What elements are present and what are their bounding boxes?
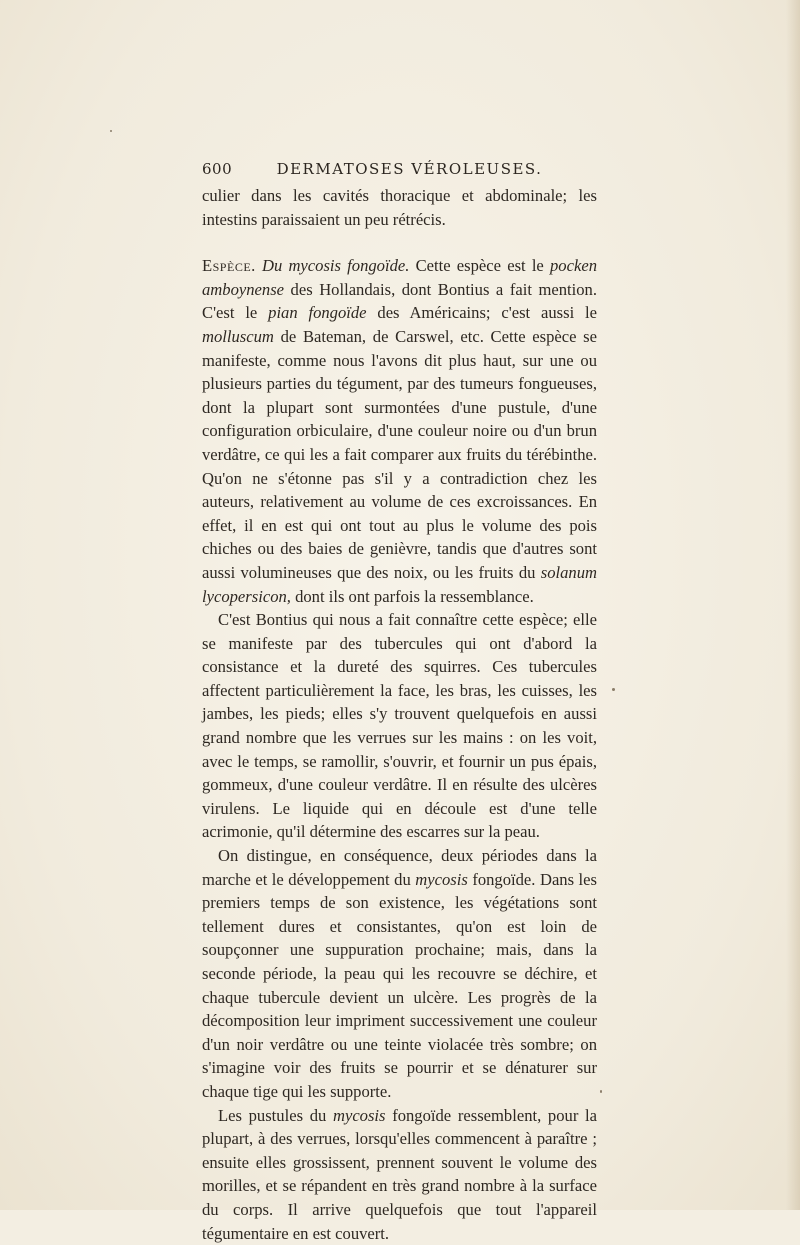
text-span: Cette espèce est le xyxy=(409,256,550,276)
page-header xyxy=(202,160,597,182)
paragraph-pustules xyxy=(202,1104,597,1245)
section-title: Du mycosis fongoïde. xyxy=(261,256,410,276)
text-span: fongoïde. Dans les premiers temps de son existence, les végétations sont tellement dures et consistantes, qu'on est loin de soupçonner une suppuration prochaine; mais, dans la seconde période, la peau qui les recouvre se déchire, et chaque tubercule devient un ulcère. Les progrès de la décomposition leur impriment successivement une couleur d'un noir verdâtre ou une teinte violacée très sombre; on s'imagine voir des fruits se pourrir et se dénaturer sur chaque tige qui les supporte. xyxy=(202,869,597,1101)
italic-term: mycosis xyxy=(332,1105,386,1125)
text-span: des Américains; c'est aussi le xyxy=(366,303,597,323)
text-span: dont ils ont parfois la ressemblance. xyxy=(290,586,534,606)
paper-speck xyxy=(612,688,615,691)
page-edge-shadow xyxy=(786,0,800,1210)
italic-term: solanum lycopersicon, xyxy=(202,562,597,606)
section-label: Espèce. xyxy=(202,256,256,276)
running-head: DERMATOSES VÉROLEUSES. xyxy=(276,160,543,178)
text-span: fongoïde ressemblent, pour la plupart, à des verrues, lorsqu'elles commencent à paraître ; ensuite elles grossissent, prennent souvent le volume des morilles, et se répandent en très grand nombre à la surface du corps. Il arrive quelquefois que tout l'appareil tégumentaire en est couvert. xyxy=(202,1105,597,1243)
paragraph-periodes xyxy=(202,844,597,1104)
paragraph-espece xyxy=(202,254,597,608)
paragraph-continuation: culier dans les cavités thoracique et abdominale; les intestins paraissaient un peu rétrécis. xyxy=(202,186,597,229)
text-span: des Hollandais, dont Bontius a fait mention. C'est le xyxy=(202,279,597,323)
text-span: de Bateman, de Carswel, etc. Cette espèce se manifeste, comme nous l'avons dit plus haut, sur une ou plusieurs parties du tégument, par des tumeurs fongueuses, dont la plupart sont surmontées d'une pustule, d'une configuration orbiculaire, d'une couleur noire ou d'un brun verdâtre, ce qui les a fait comparer aux fruits du térébinthe. Qu'on ne s'étonne pas s'il y a contradiction chez les auteurs, relativement au volume de ces excroissances. En effet, il en est qui ont tout au plus le volume des pois chiches ou des baies de genièvre, tandis que d'autres sont aussi volumineuses que des noix, ou les fruits du xyxy=(202,326,597,582)
italic-term: pian fongoïde xyxy=(268,303,367,323)
page-number: 600 xyxy=(202,160,233,178)
italic-term: mycosis xyxy=(415,869,468,889)
italic-term: pocken amboynense xyxy=(202,256,597,299)
body-text xyxy=(202,184,597,1245)
paper-speck xyxy=(110,130,112,132)
paper-speck xyxy=(600,1090,602,1093)
italic-term: molluscum xyxy=(202,326,274,346)
paragraph-bontius: C'est Bontius qui nous a fait connaître cette espèce; elle se manifeste par des tubercules qui ont d'abord la consistance et la dureté des squirres. Ces tubercules affectent particulièrement la face, les bras, les cuisses, les jambes, les pieds; elles s'y trouvent quelquefois en aussi grand nombre que les verrues sur les mains : on les voit, avec le temps, se ramollir, s'ouvrir, et fournir un pus épais, gommeux, d'une couleur verdâtre. Il en résulte des ulcères virulens. Le liquide qui en découle est d'une telle acrimonie, qu'il détermine des escarres sur la peau. xyxy=(202,610,597,842)
text-span: On distingue, en conséquence, deux périodes dans la marche et le développement du xyxy=(202,846,597,889)
text-span: Les pustules du xyxy=(218,1105,333,1125)
